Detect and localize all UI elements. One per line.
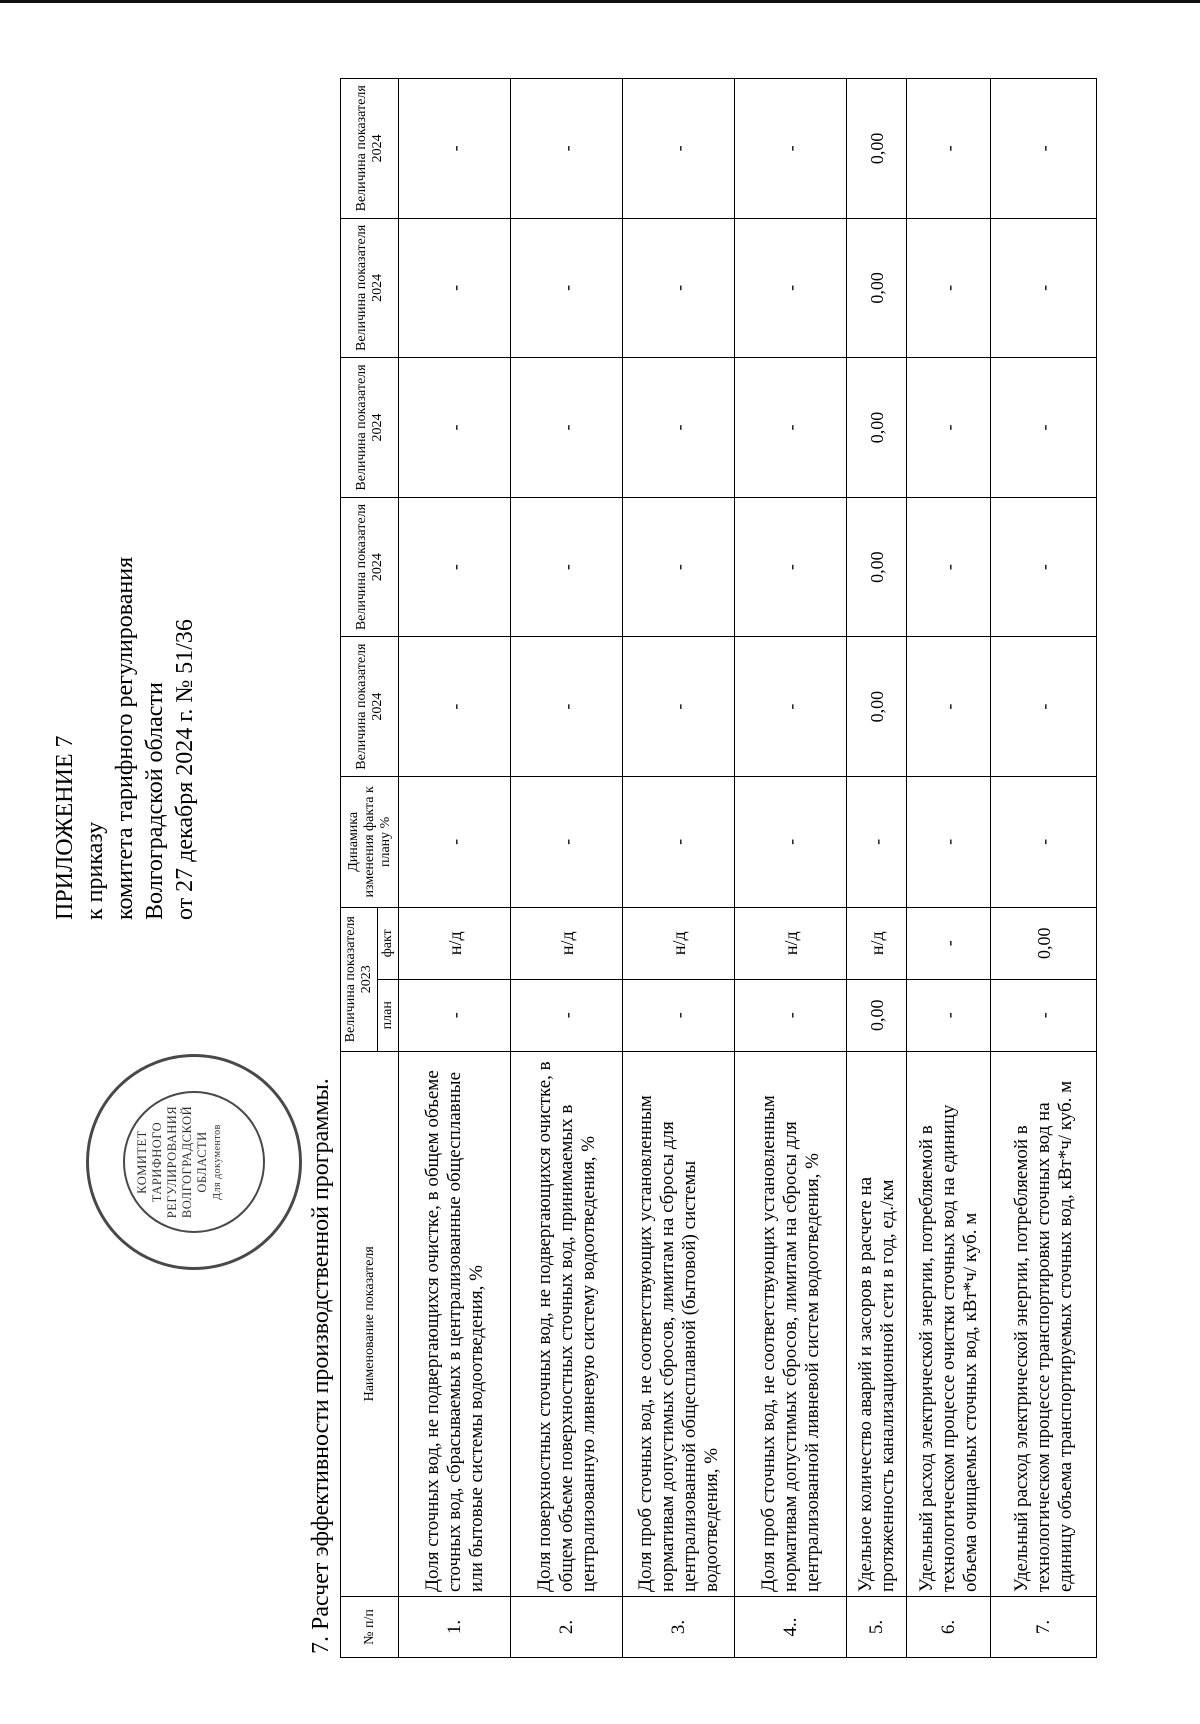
appendix-title: ПРИЛОЖЕНИЕ 7: [52, 735, 78, 920]
row-value-2024: -: [399, 637, 511, 777]
row-num: 5.: [847, 1596, 907, 1657]
section-title: 7. Расчет эффективности производственной программы.: [308, 1078, 334, 1654]
rotated-page: [20, 85, 1110, 1680]
col-header-2024-d: Величина показателя 2024: [341, 218, 399, 358]
row-dynamics: -: [399, 776, 511, 907]
row-value-2024: 0,00: [847, 79, 907, 219]
row-name: Доля поверхностных сточных вод, не подвергающихся очистке, в общем объеме поверхностных сточных вод, принимаемых в централизованную ливневую систему водоотведения, %: [511, 1051, 623, 1596]
appendix-header: [50, 360, 200, 920]
row-fact: 0,00: [991, 907, 1097, 979]
row-fact: н/д: [623, 907, 735, 979]
row-num: 2.: [511, 1596, 623, 1657]
row-value-2024: -: [907, 79, 991, 219]
table-row: [399, 79, 511, 1658]
row-value-2024: -: [623, 637, 735, 777]
row-fact: н/д: [511, 907, 623, 979]
row-num: 7.: [991, 1596, 1097, 1657]
row-value-2024: -: [735, 79, 847, 219]
row-plan: -: [991, 979, 1097, 1051]
row-plan: -: [511, 979, 623, 1051]
stamp-text: КОМИТЕТ ТАРИФНОГО РЕГУЛИРОВАНИЯ ВОЛГОГРАДСКОЙ ОБЛАСТИ Для документов: [135, 1105, 223, 1219]
row-num: 4..: [735, 1596, 847, 1657]
appendix-line-1: к приказу: [82, 821, 108, 920]
appendix-line-2: комитета тарифного регулирования: [112, 556, 138, 920]
row-name: Доля проб сточных вод, не соответствующих установленным нормативам допустимых сбросов, лимитам на сбросы для централизованной общесплавной (бытовой) системы водоотведения, %: [623, 1051, 735, 1596]
row-value-2024: 0,00: [847, 637, 907, 777]
col-header-name: Наименование показателя: [341, 1051, 399, 1596]
row-value-2024: -: [511, 218, 623, 358]
col-header-2024-a: Величина показателя 2024: [341, 637, 399, 777]
col-header-num: № п/п: [341, 1596, 399, 1657]
col-header-dynamics: Динамика изменения факта к плану %: [341, 776, 399, 907]
row-value-2024: -: [511, 497, 623, 637]
row-value-2024: -: [907, 358, 991, 498]
row-dynamics: -: [991, 776, 1097, 907]
scan-edge: [0, 0, 1200, 3]
row-value-2024: -: [735, 218, 847, 358]
row-dynamics: -: [623, 776, 735, 907]
col-header-2024-b: Величина показателя 2024: [341, 497, 399, 637]
row-num: 6.: [907, 1596, 991, 1657]
table-row: [623, 79, 735, 1658]
row-value-2024: -: [399, 358, 511, 498]
row-dynamics: -: [847, 776, 907, 907]
row-value-2024: -: [907, 497, 991, 637]
col-header-plan: план: [378, 979, 399, 1051]
row-name: Удельный расход электрической энергии, потребляемой в технологическом процессе транспортировки сточных вод на единицу объема транспортируемых сточных вод, кВт*ч/ куб. м: [991, 1051, 1097, 1596]
row-value-2024: -: [511, 637, 623, 777]
row-value-2024: -: [623, 79, 735, 219]
table-header-row: [341, 79, 378, 1658]
row-value-2024: -: [399, 218, 511, 358]
row-fact: н/д: [399, 907, 511, 979]
row-fact: н/д: [735, 907, 847, 979]
row-value-2024: -: [623, 218, 735, 358]
row-num: 3.: [623, 1596, 735, 1657]
row-plan: -: [735, 979, 847, 1051]
row-value-2024: -: [623, 497, 735, 637]
row-dynamics: -: [735, 776, 847, 907]
row-name: Удельное количество аварий и засоров в расчете на протяженность канализационной сети в год, ед./км: [847, 1051, 907, 1596]
row-name: Удельный расход электрической энергии, потребляемой в технологическом процессе очистки сточных вод на единицу объема очищаемых сточных вод, кВт*ч/ куб. м: [907, 1051, 991, 1596]
row-name: Доля сточных вод, не подвергающихся очистке, в общем объеме сточных вод, сбрасываемых в централизованные общесплавные или бытовые системы водоотведения, %: [399, 1051, 511, 1596]
appendix-line-3: Волгоградской области: [142, 682, 168, 920]
col-header-fact: факт: [378, 907, 399, 979]
row-value-2024: -: [907, 637, 991, 777]
row-num: 1.: [399, 1596, 511, 1657]
row-plan: -: [907, 979, 991, 1051]
row-plan: -: [399, 979, 511, 1051]
row-value-2024: -: [991, 358, 1097, 498]
row-value-2024: -: [399, 79, 511, 219]
row-dynamics: -: [907, 776, 991, 907]
row-value-2024: -: [991, 497, 1097, 637]
row-plan: -: [623, 979, 735, 1051]
col-header-2024-c: Величина показателя 2024: [341, 358, 399, 498]
appendix-line-4: от 27 декабря 2024 г. № 51/36: [172, 619, 198, 920]
row-value-2024: -: [735, 358, 847, 498]
row-value-2024: -: [907, 218, 991, 358]
col-header-2024-e: Величина показателя 2024: [341, 79, 399, 219]
row-value-2024: -: [511, 358, 623, 498]
row-value-2024: -: [735, 637, 847, 777]
table-row: [735, 79, 847, 1658]
table-row: [847, 79, 907, 1658]
official-stamp: [86, 1054, 302, 1270]
row-fact: -: [907, 907, 991, 979]
efficiency-table: [340, 78, 1097, 1658]
row-value-2024: -: [511, 79, 623, 219]
row-value-2024: -: [623, 358, 735, 498]
row-value-2024: -: [991, 218, 1097, 358]
row-name: Доля проб сточных вод, не соответствующих установленным нормативам допустимых сбросов, лимитам на сбросы для централизованной ливневой систем водоотведения, %: [735, 1051, 847, 1596]
row-value-2024: -: [991, 79, 1097, 219]
col-header-2023: Величина показателя 2023: [341, 907, 378, 1051]
row-value-2024: 0,00: [847, 358, 907, 498]
row-value-2024: -: [991, 637, 1097, 777]
row-value-2024: -: [735, 497, 847, 637]
row-plan: 0,00: [847, 979, 907, 1051]
row-value-2024: 0,00: [847, 218, 907, 358]
row-dynamics: -: [511, 776, 623, 907]
table-row: [511, 79, 623, 1658]
table-row: [991, 79, 1097, 1658]
row-fact: н/д: [847, 907, 907, 979]
row-value-2024: 0,00: [847, 497, 907, 637]
table-row: [907, 79, 991, 1658]
row-value-2024: -: [399, 497, 511, 637]
